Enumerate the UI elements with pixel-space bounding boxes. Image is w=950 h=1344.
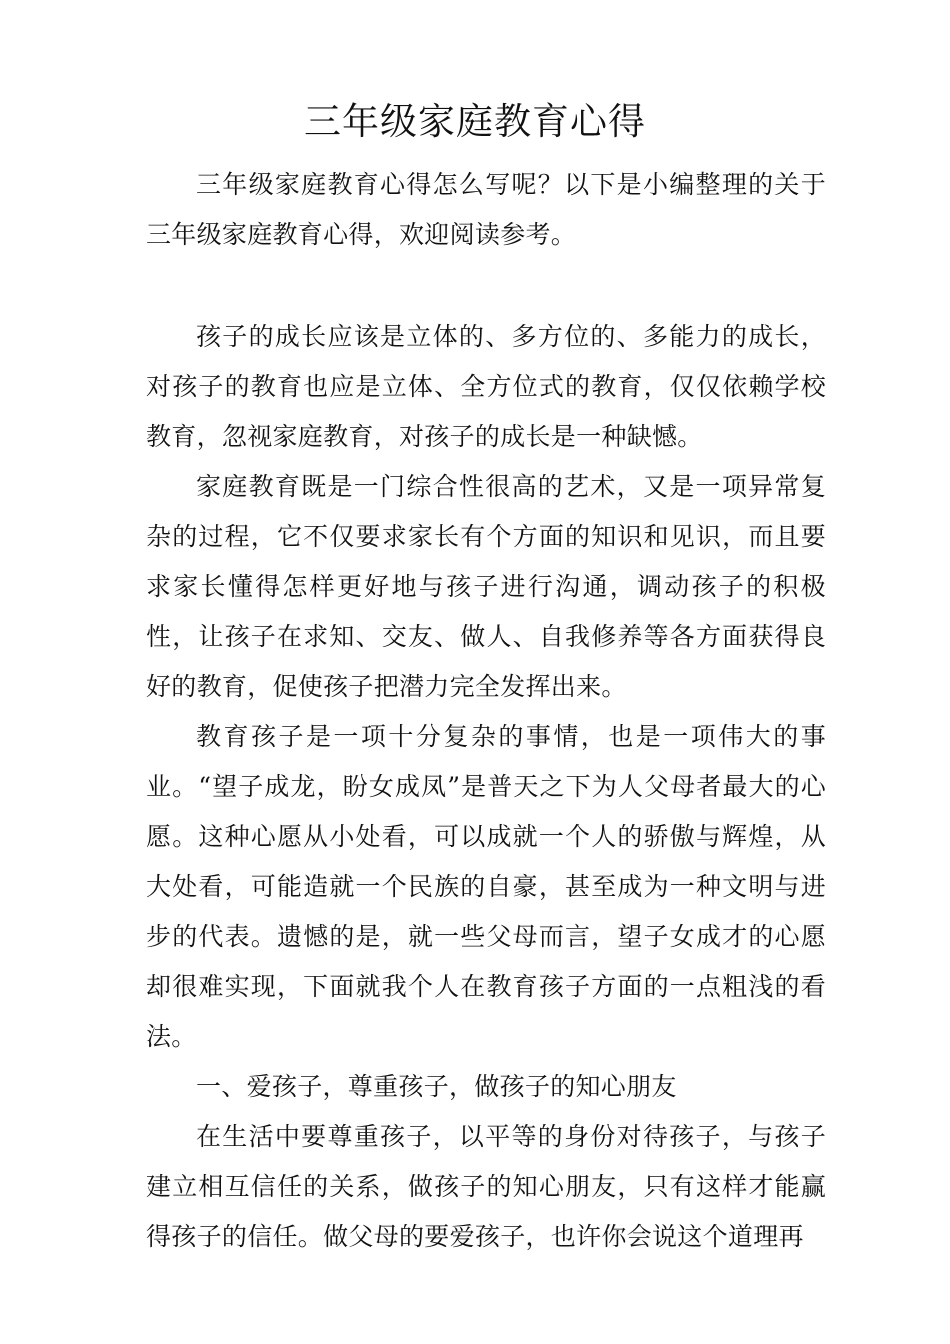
body-paragraph: 家庭教育既是一门综合性很高的艺术，又是一项异常复杂的过程，它不仅要求家长有个方面的知识和见识，而且要求家长懂得怎样更好地与孩子进行沟通，调动孩子的积极性，让孩子在求知、交友、做人、自我修养等各方面获得良好的教育，促使孩子把潜力完全发挥出来。 [146, 472, 826, 701]
body-paragraph: 孩子的成长应该是立体的、多方位的、多能力的成长，对孩子的教育也应是立体、全方位式的教育，仅仅依赖学校教育，忽视家庭教育，对孩子的成长是一种缺憾。 [146, 322, 826, 451]
body-paragraph: 教育孩子是一项十分复杂的事情，也是一项伟大的事业。“望子成龙，盼女成凤”是普天之下为人父母者最大的心愿。这种心愿从小处看，可以成就一个人的骄傲与辉煌，从大处看，可能造就一个民族的自豪，甚至成为一种文明与进步的代表。遗憾的是，就一些父母而言，望子女成才的心愿却很难实现，下面就我个人在教育孩子方面的一点粗浅的看法。 [146, 722, 826, 1051]
section-heading: 一、爱孩子，尊重孩子，做孩子的知心朋友 [196, 1072, 677, 1101]
document-body [146, 160, 826, 1262]
paragraph-spacer [146, 260, 826, 312]
document-title: 三年级家庭教育心得 [304, 100, 646, 143]
body-paragraph: 在生活中要尊重孩子，以平等的身份对待孩子，与孩子建立相互信任的关系，做孩子的知心朋友，只有这样才能赢得孩子的信任。做父母的要爱孩子，也许你会说这个道理再 [146, 1122, 826, 1251]
intro-paragraph: 三年级家庭教育心得怎么写呢？以下是小编整理的关于三年级家庭教育心得，欢迎阅读参考。 [146, 170, 826, 249]
